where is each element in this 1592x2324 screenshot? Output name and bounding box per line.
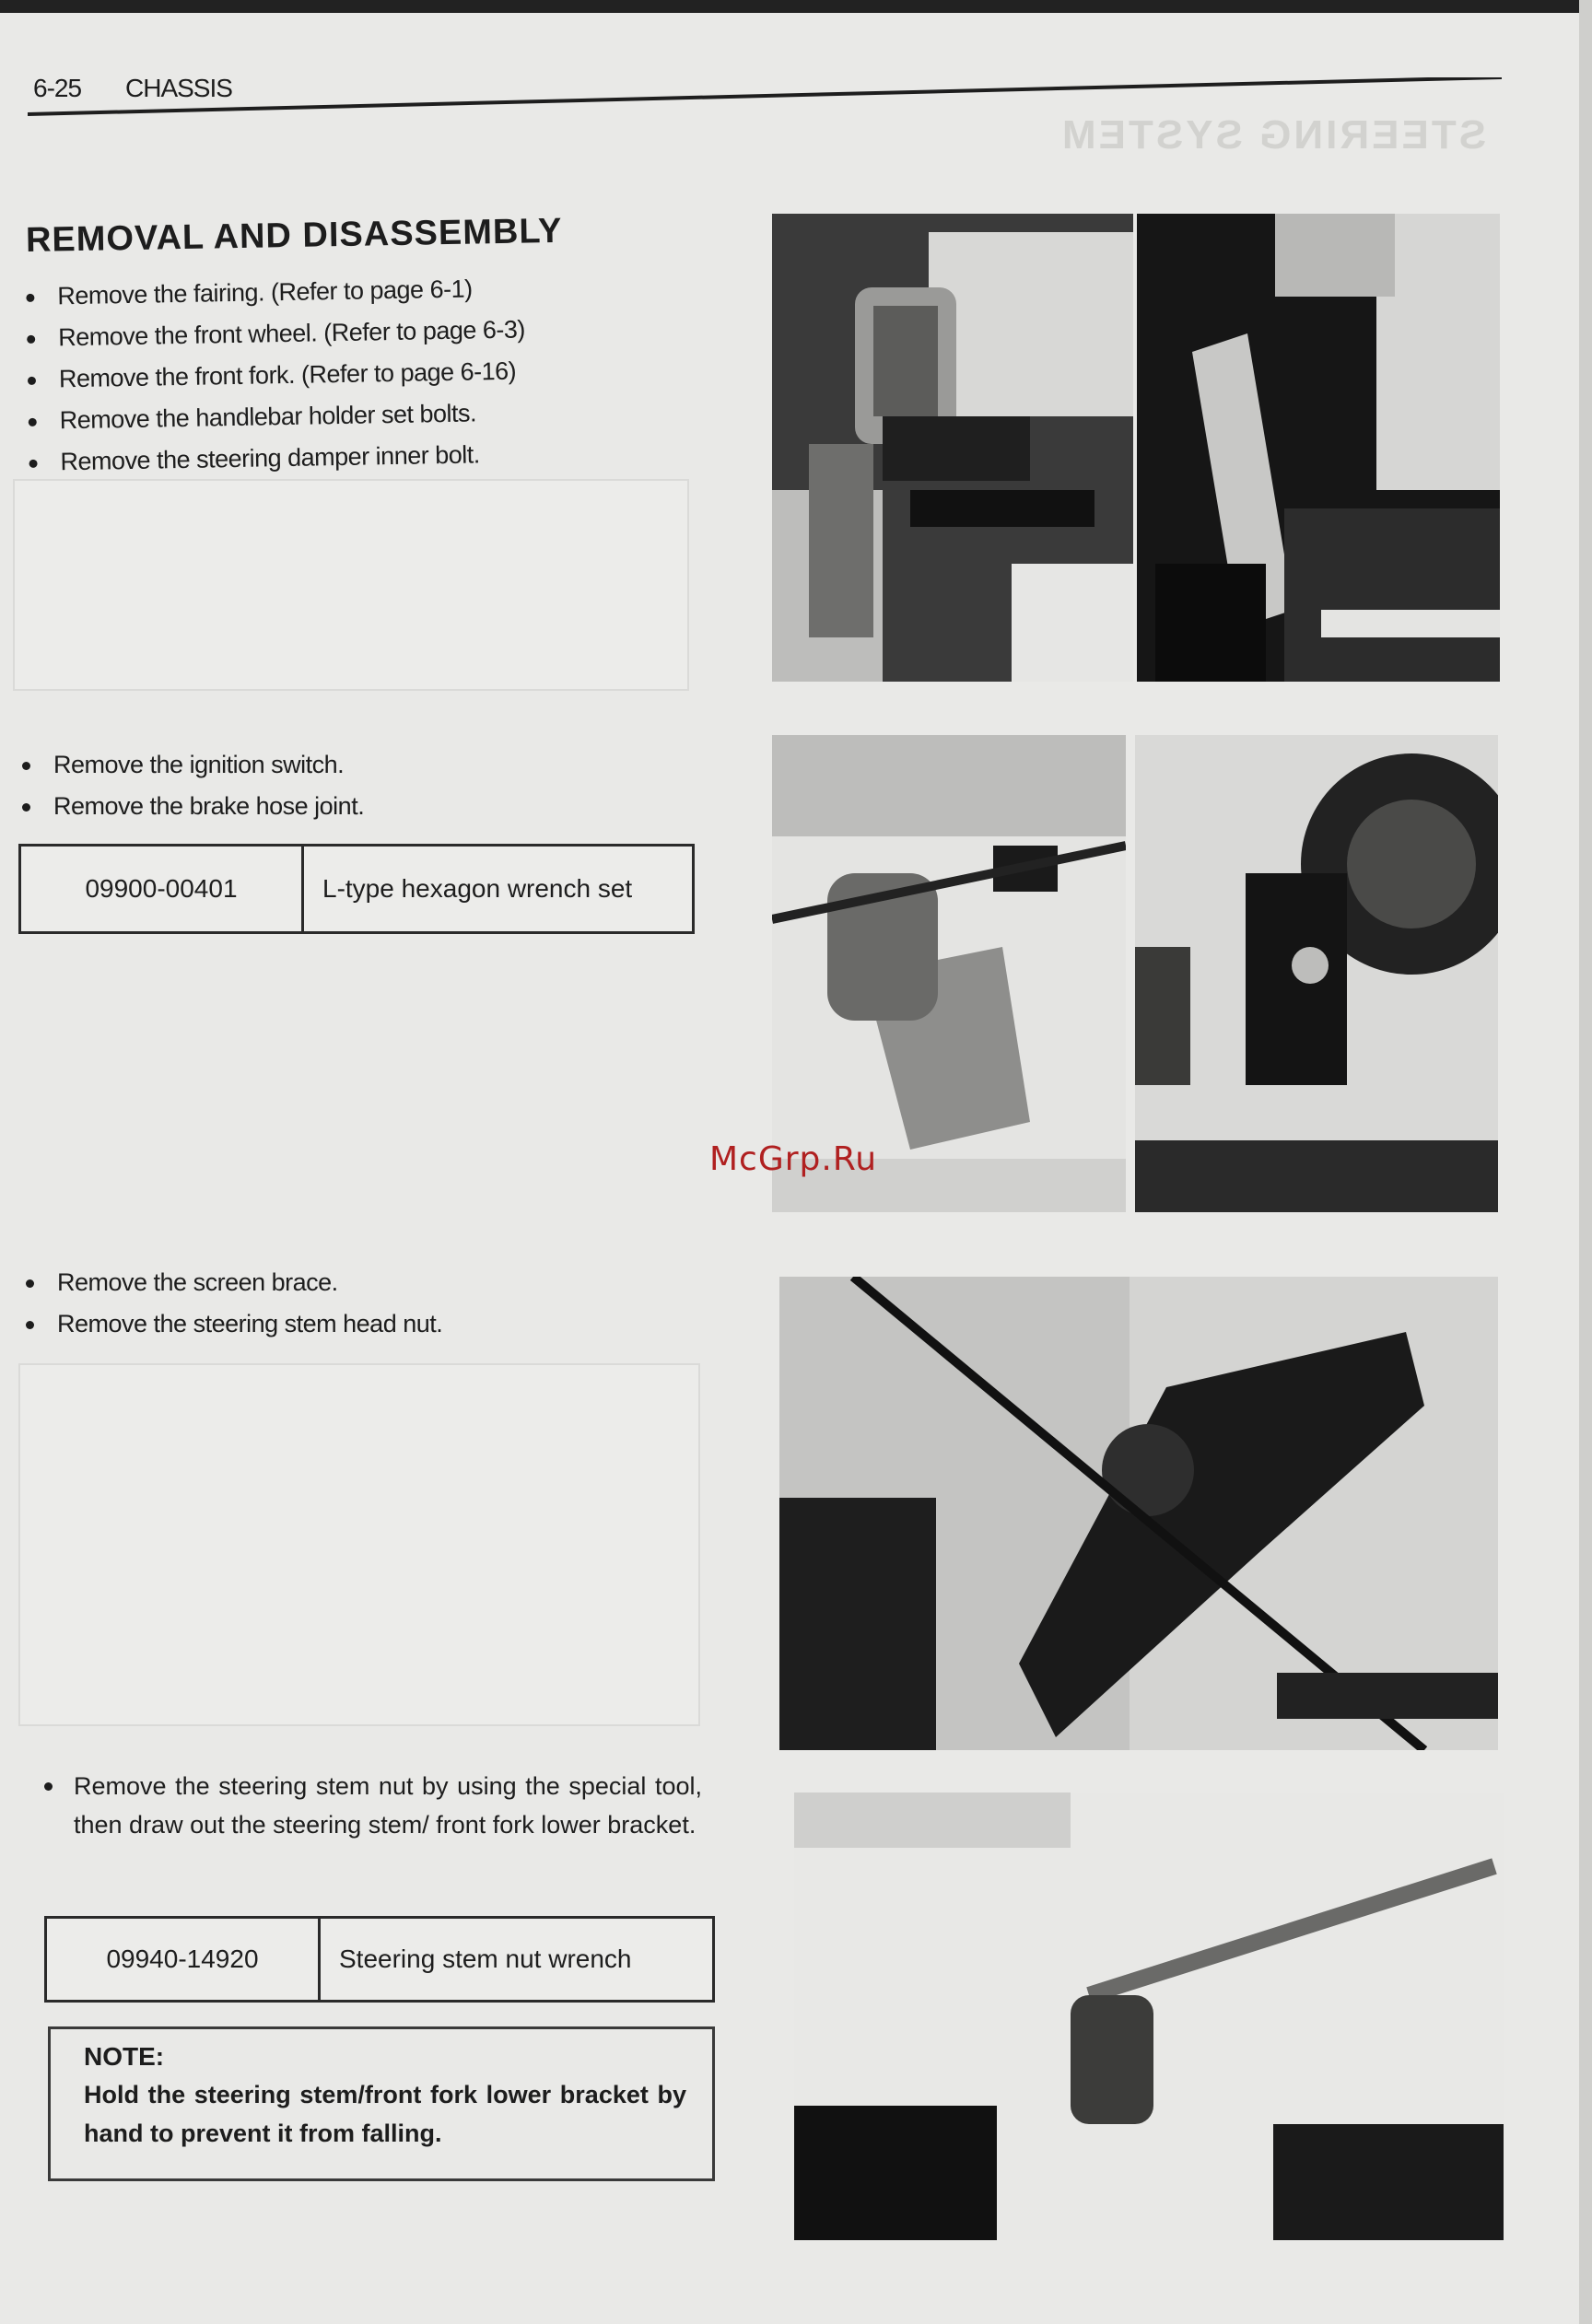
steering-damper-photo (1137, 214, 1500, 682)
list-item: Remove the steering stem head nut. (22, 1303, 442, 1345)
list-item: Remove the handlebar holder set bolts. (24, 391, 526, 442)
list-item: Remove the front wheel. (Refer to page 6-3) (23, 309, 525, 359)
tool-name: L-type hexagon wrench set (322, 874, 633, 903)
list-item: Remove the brake hose joint. (18, 786, 364, 827)
brake-hose-joint-photo (1135, 735, 1498, 1212)
bleed-through-title: STEERING SYSTEM (1059, 112, 1487, 158)
steering-stem-head-nut-photo (779, 1277, 1498, 1750)
tool-part-number: 09900-00401 (21, 847, 304, 931)
special-tool-box (18, 844, 695, 934)
page-number: 6-25 (33, 74, 82, 102)
note-box (48, 2026, 715, 2181)
list-item: Remove the steering damper inner bolt. (25, 433, 527, 484)
list-item: Remove the screen brace. (22, 1262, 442, 1303)
section-heading: REMOVAL AND DISASSEMBLY (25, 211, 563, 260)
note-title: NOTE: (84, 2042, 165, 2071)
tool-part-number: 09940-14920 (47, 1919, 321, 2000)
paragraph-text: Remove the steering stem nut by using the special tool, then draw out the steering stem/ front fork lower bracket. (74, 1772, 702, 1839)
header-rule (28, 77, 1502, 116)
list-item: Remove the ignition switch. (18, 744, 364, 786)
special-tool-box (44, 1916, 715, 2003)
watermark-text: McGrp.Ru (709, 1140, 878, 1178)
list-item: Remove the fairing. (Refer to page 6-1) (22, 267, 524, 318)
note-text: Hold the steering stem/front fork lower bracket by hand to prevent it from falling. (84, 2081, 686, 2147)
steering-stem-nut-wrench-photo (794, 1793, 1504, 2240)
step-list-3 (22, 1262, 442, 1345)
section-name: CHASSIS (125, 74, 232, 102)
instruction-paragraph (39, 1767, 702, 1844)
list-item: Remove the front fork. (Refer to page 6-16) (24, 350, 526, 401)
page-top-edge (0, 0, 1592, 13)
handlebar-holder-photo (772, 214, 1133, 682)
step-list-1 (22, 267, 528, 483)
bullet-icon (44, 1782, 53, 1791)
bleed-through-table (13, 479, 689, 691)
page-side-edge (1579, 0, 1592, 2324)
bleed-through-table (18, 1363, 700, 1726)
step-list-2 (18, 744, 364, 827)
tool-name: Steering stem nut wrench (339, 1944, 632, 1973)
